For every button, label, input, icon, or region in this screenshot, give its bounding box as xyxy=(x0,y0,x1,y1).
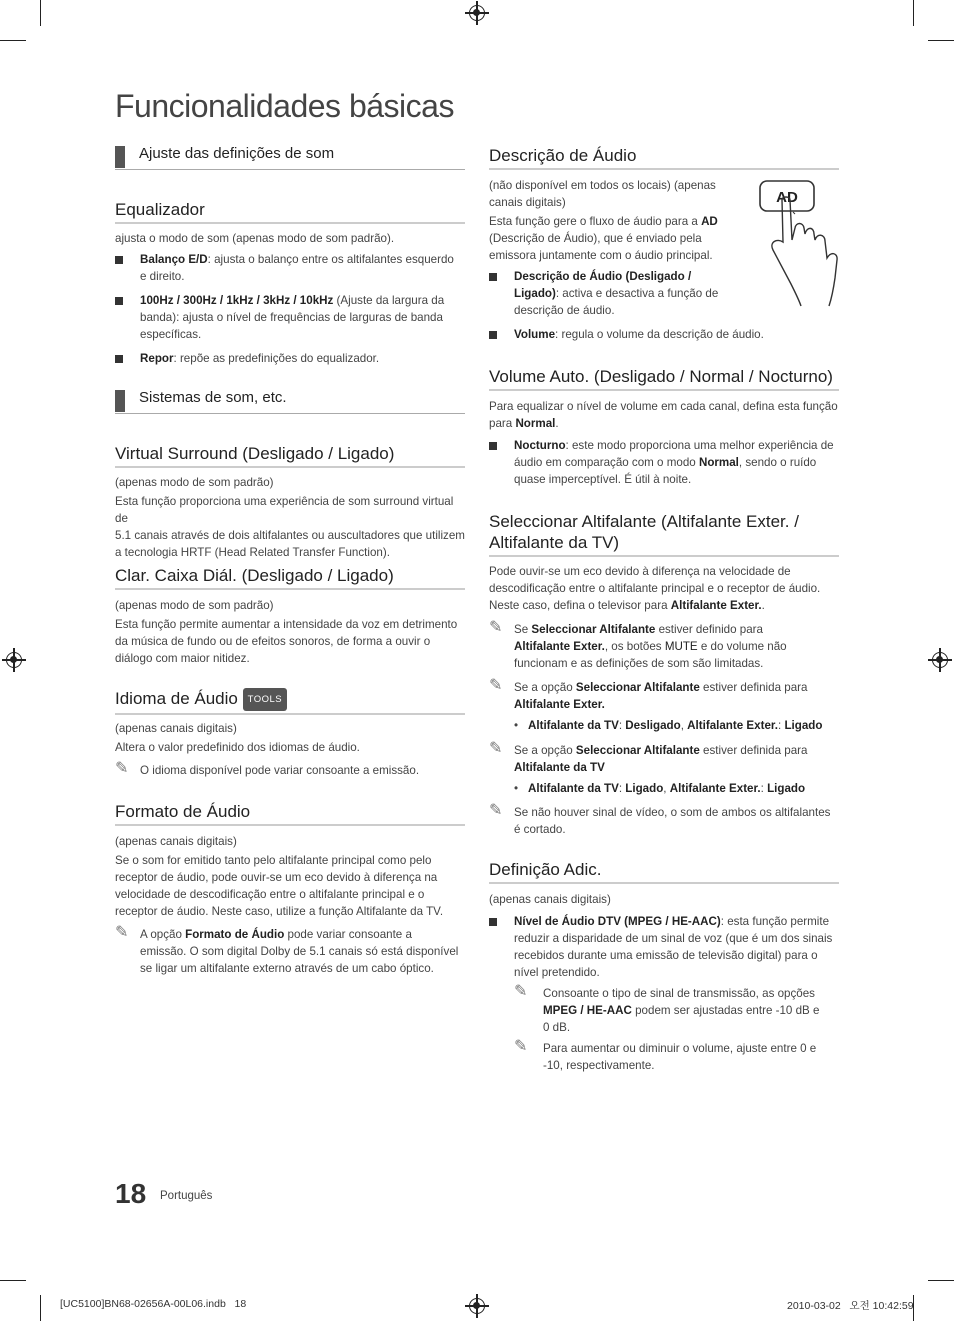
bullet-square-icon xyxy=(115,355,123,363)
note-pencil-icon: ✎ xyxy=(115,760,129,777)
bullet-nivel-audio-dtv: Nível de Áudio DTV (MPEG / HE-AAC): esta função permite reduzir a disparidade de um sinal de voz (que é um dos sinais recebidos durante uma emissão de televisão digital) para o nível pretendido. xyxy=(489,913,839,981)
note-pencil-icon: ✎ xyxy=(489,740,503,757)
dot-bullet-altifalante-tv-ligado: • Altifalante da TV: Ligado, Altifalante Exter.: Ligado xyxy=(514,782,806,795)
bullet-repor: Repor: repõe as predefinições do equalizador. xyxy=(115,350,465,367)
bullet-square-icon xyxy=(489,442,497,450)
registration-mark-icon xyxy=(932,652,948,668)
equalizador-intro: ajusta o modo de som (apenas modo de som padrão). xyxy=(115,232,395,245)
bullet-square-icon xyxy=(115,256,123,264)
heading-seleccionar-altifalante: Seleccionar Altifalante (Altifalante Exter. / Altifalante da TV) xyxy=(489,511,839,557)
note-definicao-2: ✎ Para aumentar ou diminuir o volume, ajuste entre 0 e -10, respectivamente. xyxy=(514,1038,817,1072)
clar-caixa-text: (apenas modo de som padrão) Esta função permite aumentar a intensidade da voz em detrimento da música de fundo ou de efeitos sonoros, de forma a ouvir o diálogo com maior nitidez. xyxy=(115,599,458,665)
heading-clar-caixa: Clar. Caixa Diál. (Desligado / Ligado) xyxy=(115,565,465,590)
bullet-nocturno: Nocturno: este modo proporciona uma melhor experiência de áudio em comparação com o modo Normal, sendo o ruído quase imperceptível. É útil à noite. xyxy=(489,437,839,488)
definicao-adic-text: (apenas canais digitais) xyxy=(489,893,611,906)
note-seleccionar-3: ✎ Se a opção Seleccionar Altifalante estiver definida para Altifalante da TV xyxy=(489,740,808,774)
heading-equalizador: Equalizador xyxy=(115,199,465,224)
dot-bullet-icon: • xyxy=(514,782,519,795)
heading-formato-audio: Formato de Áudio xyxy=(115,801,465,826)
virtual-surround-text: (apenas modo de som padrão) Esta função proporciona uma experiência de som surround virtual de 5.1 canais através de dois altifalantes ou auscultadores que utilizem a tecnologia HRTF (Head Related Transfer Function). xyxy=(115,476,465,559)
note-pencil-icon: ✎ xyxy=(489,802,503,819)
formato-audio-text: (apenas canais digitais) Se o som for emitido tanto pelo altifalante principal como pelo receptor de áudio, pode ouvir-se um eco devido à diferença na velocidade de descodificação entre o altifalante principal e o receptor de áudio. Neste caso, utilize a função Altifalante da TV. xyxy=(115,835,444,918)
note-pencil-icon: ✎ xyxy=(514,983,528,1000)
registration-mark-icon xyxy=(469,5,485,21)
note-pencil-icon: ✎ xyxy=(489,677,503,694)
hand-icon xyxy=(772,197,837,306)
registration-mark-icon xyxy=(6,652,22,668)
note-idioma: ✎ O idioma disponível pode variar consoante a emissão. xyxy=(115,760,420,777)
crop-mark xyxy=(40,0,41,26)
page-title: Funcionalidades básicas xyxy=(115,88,454,124)
subsection-bar-ajuste xyxy=(115,145,465,170)
descricao-audio-text: (não disponível em todos os locais) (apenas canais digitais) Esta função gere o fluxo de áudio para a AD (Descrição de Áudio), que é enviado pela emissora juntamente com o áudio principal. xyxy=(489,179,718,262)
subsection-marker xyxy=(115,390,125,412)
heading-virtual-surround: Virtual Surround (Desligado / Ligado) xyxy=(115,443,465,468)
note-seleccionar-1: ✎ Se Seleccionar Altifalante estiver definido para Altifalante Exter., os botões MUTE e do volume não funcionam e as definições de som são limitadas. xyxy=(489,619,787,670)
bullet-descricao-audio: Descrição de Áudio (Desligado / Ligado): activa e desactiva a função de descrição de áudio. xyxy=(489,268,739,319)
note-pencil-icon: ✎ xyxy=(115,924,129,941)
note-formato: ✎ A opção Formato de Áudio pode variar consoante a emissão. O som digital Dolby de 5.1 canais só está disponível se ligar um altifalante externo através de um cabo óptico. xyxy=(115,924,459,975)
subsection-marker xyxy=(115,146,125,168)
page-language: Português xyxy=(160,1190,213,1202)
subsection-bar-sistemas xyxy=(115,389,465,414)
crop-mark xyxy=(913,0,914,26)
bullet-square-icon xyxy=(115,297,123,305)
seleccionar-altifalante-text: Pode ouvir-se um eco devido à diferença na velocidade de descodificação entre o altifalante principal e o receptor de áudio. Neste caso, defina o televisor para Altifalante Exter.. xyxy=(489,565,821,612)
note-pencil-icon: ✎ xyxy=(514,1038,528,1055)
bullet-square-icon xyxy=(489,273,497,281)
dot-bullet-icon: • xyxy=(514,719,519,732)
dot-bullet-altifalante-tv-desligado: • Altifalante da TV: Desligado, Altifalante Exter.: Ligado xyxy=(514,719,823,732)
bullet-volume-descricao: Volume: regula o volume da descrição de áudio. xyxy=(489,326,839,343)
crop-mark xyxy=(0,1280,26,1281)
ad-button-label: AD xyxy=(776,189,798,206)
heading-descricao-audio: Descrição de Áudio xyxy=(489,145,839,170)
crop-mark xyxy=(928,1280,954,1281)
bullet-balanco: Balanço E/D: ajusta o balanço entre os altifalantes esquerdo e direito. xyxy=(115,251,465,285)
volume-auto-text: Para equalizar o nível de volume em cada canal, defina esta função para Normal. xyxy=(489,400,838,430)
bullet-frequencias: 100Hz / 300Hz / 1kHz / 3kHz / 10kHz (Ajuste da largura da banda): ajusta o nível de frequências de larguras de banda específicas. xyxy=(115,292,465,343)
crop-mark xyxy=(40,1295,41,1321)
bullet-square-icon xyxy=(489,918,497,926)
footer-file-info: [UC5100]BN68-02656A-00L06.indb 18 xyxy=(60,1298,247,1310)
tools-badge-icon: TOOLS xyxy=(243,688,288,711)
subsection-title: Ajuste das definições de som xyxy=(139,145,335,162)
heading-volume-auto: Volume Auto. (Desligado / Normal / Nocturno) xyxy=(489,366,839,391)
note-seleccionar-2: ✎ Se a opção Seleccionar Altifalante estiver definida para Altifalante Exter. xyxy=(489,677,808,711)
note-seleccionar-4: ✎ Se não houver sinal de vídeo, o som de ambos os altifalantes é cortado. xyxy=(489,802,831,836)
remote-ad-button-illustration xyxy=(755,178,845,308)
bullet-square-icon xyxy=(489,331,497,339)
idioma-audio-text: (apenas canais digitais) Altera o valor predefinido dos idiomas de áudio. xyxy=(115,722,360,754)
crop-mark xyxy=(928,40,954,41)
registration-mark-icon xyxy=(469,1298,485,1314)
page-number: 18 xyxy=(115,1178,147,1209)
footer-timestamp: 2010-03-02 오전 10:42:59 xyxy=(787,1300,914,1312)
heading-idioma-audio: Idioma de Áudio TOOLS xyxy=(115,688,465,715)
note-definicao-1: ✎ Consoante o tipo de sinal de transmissão, as opções MPEG / HE-AAC podem ser ajustadas entre -10 dB e 0 dB. xyxy=(514,983,820,1034)
subsection-title: Sistemas de som, etc. xyxy=(139,389,287,406)
crop-mark xyxy=(0,40,26,41)
note-pencil-icon: ✎ xyxy=(489,619,503,636)
heading-definicao-adic: Definição Adic. xyxy=(489,859,839,884)
